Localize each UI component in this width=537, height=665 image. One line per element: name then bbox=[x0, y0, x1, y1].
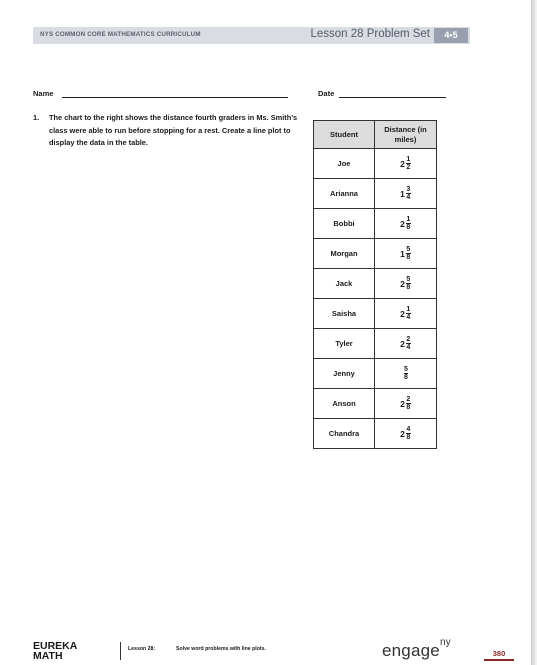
table-row bbox=[314, 179, 437, 209]
denominator: 8 bbox=[406, 254, 411, 261]
numerator: 2 bbox=[406, 395, 411, 403]
student-cell: Bobbi bbox=[314, 209, 375, 239]
whole-part: 2 bbox=[400, 278, 405, 289]
footer-lesson-label: Lesson 28: bbox=[128, 646, 156, 652]
distance-cell bbox=[375, 389, 437, 419]
header-distance: Distance (in miles) bbox=[375, 121, 437, 149]
fraction bbox=[406, 246, 411, 262]
student-cell: Anson bbox=[314, 389, 375, 419]
student-cell: Joe bbox=[314, 149, 375, 179]
mixed-number bbox=[400, 246, 411, 262]
name-label: Name bbox=[33, 89, 54, 98]
engageny-logo bbox=[382, 637, 451, 661]
whole-part: 1 bbox=[400, 188, 405, 199]
whole-part: 2 bbox=[400, 338, 405, 349]
numerator: 2 bbox=[406, 335, 411, 343]
engage-sup: ny bbox=[439, 637, 451, 649]
mixed-number bbox=[400, 156, 411, 172]
distance-cell bbox=[375, 239, 437, 269]
curriculum-title: NYS COMMON CORE MATHEMATICS CURRICULUM bbox=[40, 31, 201, 38]
mixed-number bbox=[400, 396, 411, 412]
name-line[interactable] bbox=[62, 97, 288, 98]
fraction bbox=[406, 426, 411, 442]
table-row bbox=[314, 149, 437, 179]
table-row bbox=[314, 389, 437, 419]
whole-part: 1 bbox=[400, 248, 405, 259]
distance-table bbox=[313, 120, 437, 449]
table-row bbox=[314, 359, 437, 389]
student-cell: Arianna bbox=[314, 179, 375, 209]
distance-cell bbox=[375, 299, 437, 329]
problem-number: 1. bbox=[33, 113, 40, 122]
numerator: 1 bbox=[406, 155, 411, 163]
student-cell: Chandra bbox=[314, 419, 375, 449]
distance-cell bbox=[375, 209, 437, 239]
numerator: 1 bbox=[406, 305, 411, 313]
fraction bbox=[406, 216, 411, 232]
page-number: 380 bbox=[484, 649, 514, 661]
page-header bbox=[33, 27, 470, 44]
mixed-number bbox=[400, 216, 411, 232]
numerator: 5 bbox=[406, 275, 411, 283]
fraction bbox=[406, 306, 411, 322]
table-body bbox=[314, 149, 437, 449]
table-row bbox=[314, 269, 437, 299]
student-cell: Morgan bbox=[314, 239, 375, 269]
mixed-number bbox=[403, 366, 409, 382]
numerator: 5 bbox=[404, 365, 408, 373]
table-row bbox=[314, 419, 437, 449]
fraction bbox=[406, 186, 411, 202]
eureka-math-logo bbox=[33, 641, 77, 661]
mixed-number bbox=[400, 306, 411, 322]
distance-cell bbox=[375, 149, 437, 179]
denominator: 8 bbox=[406, 224, 411, 231]
whole-part: 2 bbox=[400, 398, 405, 409]
table-header-row bbox=[314, 121, 437, 149]
numerator: 1 bbox=[406, 215, 411, 223]
lesson-title: Lesson 28 Problem Set bbox=[310, 28, 430, 40]
fraction bbox=[406, 156, 411, 172]
whole-part: 2 bbox=[400, 308, 405, 319]
fraction bbox=[404, 366, 409, 382]
header-student: Student bbox=[314, 121, 375, 149]
table-row bbox=[314, 329, 437, 359]
denominator: 4 bbox=[406, 194, 411, 201]
denominator: 8 bbox=[406, 284, 411, 291]
mixed-number bbox=[400, 186, 411, 202]
fraction bbox=[406, 396, 411, 412]
student-cell: Saisha bbox=[314, 299, 375, 329]
table-row bbox=[314, 209, 437, 239]
distance-cell bbox=[375, 329, 437, 359]
logo-line-1: EUREKA bbox=[33, 640, 78, 652]
whole-part: 2 bbox=[400, 428, 405, 439]
engage-text: engage bbox=[382, 641, 440, 660]
problem-text: The chart to the right shows the distance fourth graders in Ms. Smith’s class were able to run before stopping for a rest. Create a line plot to display the data in the table. bbox=[49, 113, 298, 147]
mixed-number bbox=[400, 336, 411, 352]
logo-line-2: MATH bbox=[33, 650, 63, 662]
fraction bbox=[406, 336, 411, 352]
whole-part: 2 bbox=[400, 158, 405, 169]
denominator: 8 bbox=[406, 434, 411, 441]
denominator: 4 bbox=[406, 344, 411, 351]
student-cell: Jack bbox=[314, 269, 375, 299]
table-row bbox=[314, 239, 437, 269]
whole-part: 2 bbox=[400, 218, 405, 229]
grade-module-badge: 4•5 bbox=[434, 28, 468, 43]
date-line[interactable] bbox=[339, 97, 446, 98]
footer-lesson-desc: Solve word problems with line plots. bbox=[176, 646, 266, 652]
mixed-number bbox=[400, 426, 411, 442]
table-row bbox=[314, 299, 437, 329]
date-label: Date bbox=[318, 89, 335, 98]
student-cell: Tyler bbox=[314, 329, 375, 359]
mixed-number bbox=[400, 276, 411, 292]
denominator: 2 bbox=[406, 164, 411, 171]
numerator: 3 bbox=[406, 185, 411, 193]
fraction bbox=[406, 276, 411, 292]
numerator: 4 bbox=[406, 425, 411, 433]
denominator: 8 bbox=[406, 404, 411, 411]
distance-cell bbox=[375, 419, 437, 449]
student-cell: Jenny bbox=[314, 359, 375, 389]
denominator: 4 bbox=[406, 314, 411, 321]
denominator: 8 bbox=[404, 374, 408, 381]
distance-cell bbox=[375, 179, 437, 209]
distance-cell bbox=[375, 269, 437, 299]
page-shadow bbox=[531, 0, 537, 665]
footer-divider bbox=[120, 642, 121, 660]
numerator: 5 bbox=[406, 245, 411, 253]
distance-cell bbox=[375, 359, 437, 389]
